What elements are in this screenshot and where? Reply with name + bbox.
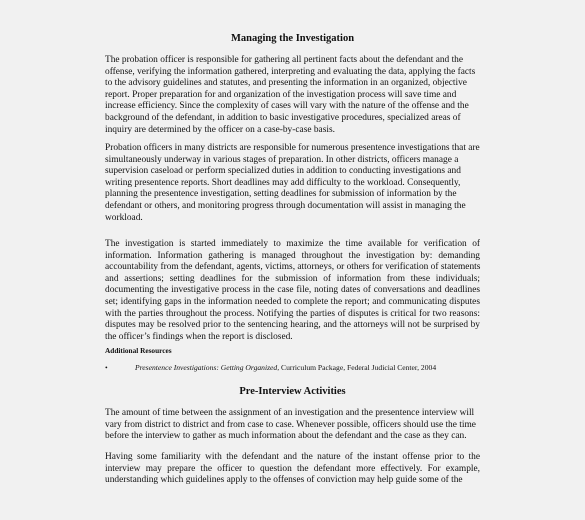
text-line: report. Proper preparation for and organization of the investigation process will save time and [105, 89, 457, 100]
text-line: the officer’s findings when the report is disclosed. [105, 331, 293, 342]
paragraph-time-before-interview [105, 408, 480, 443]
text-line: planning the presentence investigation, setting deadlines for submission of information by the [105, 189, 457, 200]
text-line: background of the defendant, in addition to basic investigative procedures, specialized areas of [105, 112, 461, 123]
text-line: information. Information gathering is managed throughout the investigation by: demanding [105, 250, 480, 261]
text-line: documenting the investigative process in the case file, noting dates of conversations and deadlines [105, 285, 480, 296]
document-title: Managing the Investigation [230, 33, 355, 44]
text-line: The investigation is started immediately to maximize the time available for verification of [105, 239, 480, 249]
text-line: increase efficiency. Since the complexity of cases will vary with the nature of the offense and the [105, 101, 469, 112]
paragraph-investigation-start [105, 239, 480, 343]
paragraph-familiarity-with-defendant [105, 452, 480, 487]
text-line: and assertions; setting deadlines for the submission of information from these individuals; [105, 273, 480, 284]
text-line: offense, verifying the information gathered, interpreting and evaluating the data, applying the facts [105, 66, 476, 77]
text-line: Probation officers in many districts are responsible for numerous presentence investigations that are [105, 143, 480, 153]
paragraph-probation-officer-responsibility [105, 55, 480, 136]
text-line: inquiry are determined by the officer on a case-by-case basis. [105, 124, 335, 135]
text-line: disputes may be resolved prior to the sentencing hearing, and the attorneys will not be surprised by [105, 320, 480, 331]
text-line: defendant or others, and monitoring progress through documentation will assist in managing the [105, 200, 466, 211]
text-line: set; identifying gaps in the information needed to complete the report; and communicating disputes [105, 296, 480, 307]
text-line: writing presentence reports. Short deadlines may add difficulty to the workload. Consequently, [105, 177, 461, 188]
text-line: supervision caseload or perform specialized duties in addition to conducting investigations and [105, 166, 461, 177]
bullet-icon: • [105, 363, 108, 372]
paragraph-multiple-investigations [105, 143, 480, 224]
text-line: Having some familiarity with the defendant and the nature of the instant offense prior to the [105, 452, 480, 462]
text-line: workload. [105, 212, 143, 223]
text-line: vary from district to district and from case to case. Whenever possible, officers should use the time [105, 419, 476, 430]
text-line: with the parties throughout the process. Notifying the parties of disputes is critical for two reasons: [105, 308, 480, 319]
text-line: The amount of time between the assignment of an investigation and the presentence interview will [105, 408, 475, 418]
additional-resources-heading: Additional Resources [105, 346, 172, 355]
text-line: understanding which guidelines apply to the offenses of conviction may help guide some of the [105, 475, 463, 486]
text-line: before the interview to gather as much information about the defendant and the case as they can. [105, 431, 467, 442]
text-line: to the advisory guidelines and statutes, and presenting the information in an organized, objective [105, 78, 467, 89]
resource-citation [135, 363, 436, 372]
text-line: accountability from the defendant, agents, victims, attorneys, or others for verification of statements [105, 262, 481, 273]
text-line: interview may prepare the officer to question the defendant more effectively. For example, [105, 463, 480, 474]
text-line: The probation officer is responsible for gathering all pertinent facts about the defendant and the [105, 55, 464, 65]
text-line: simultaneously underway in various stages of preparation. In other districts, officers manage a [105, 154, 459, 165]
section-title-pre-interview: Pre-Interview Activities [239, 386, 346, 397]
resource-source: Curriculum Package, Federal Judicial Center, 2004 [279, 363, 437, 372]
resource-title: Presentence Investigations: Getting Organized, [135, 363, 280, 372]
